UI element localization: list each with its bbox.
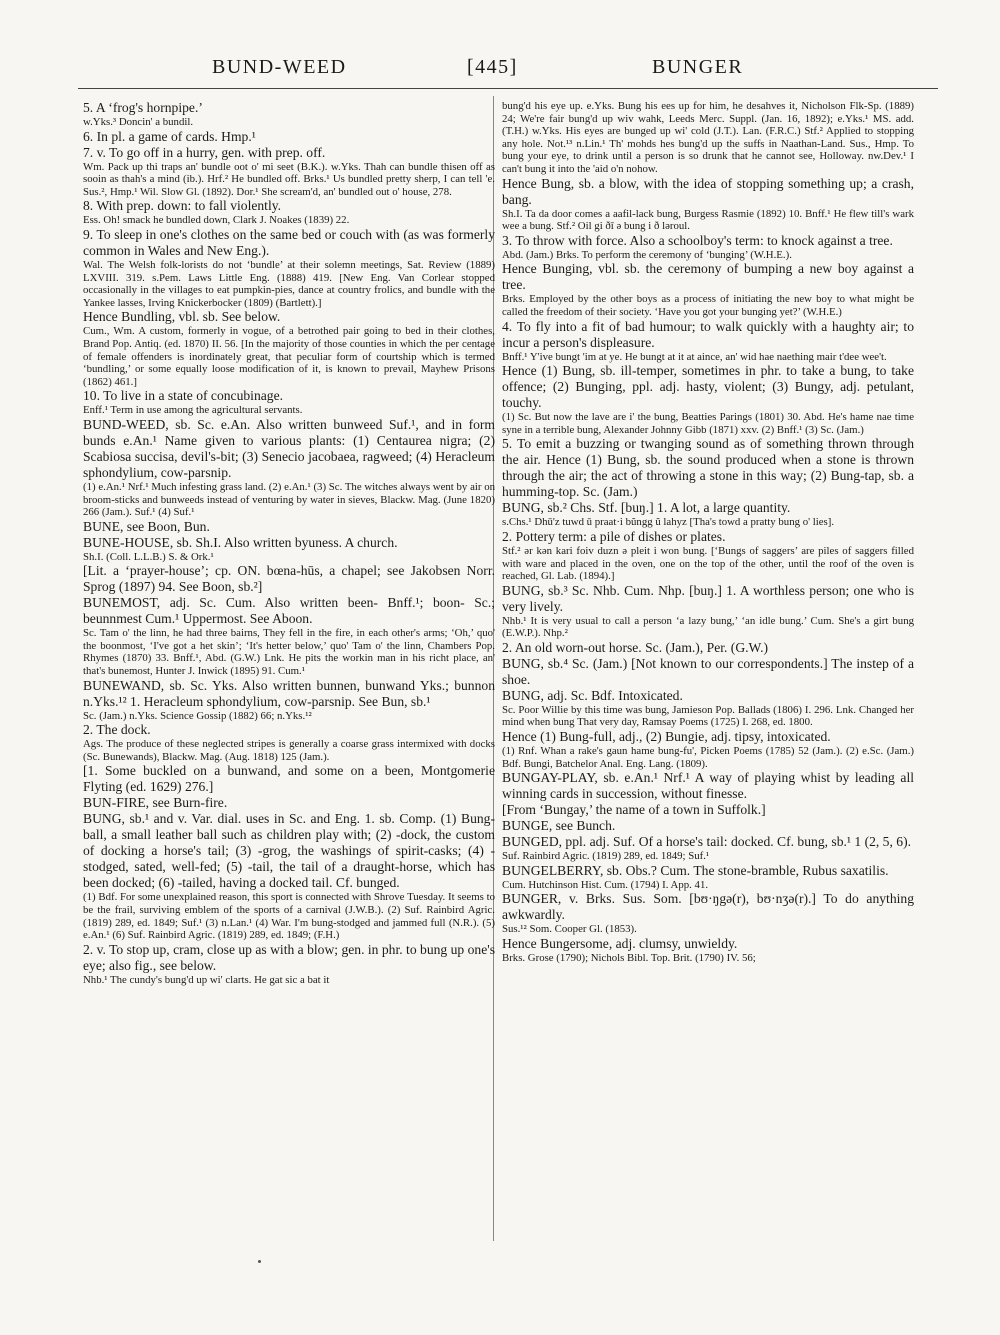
citation-paragraph: (1) e.An.¹ Nrf.¹ Much infesting grass land. (2) e.An.¹ (3) Sc. The witches always went by air on broom-sticks and bunweeds instead of venturing by water in sieves, Blackw. Mag. (June 1820) 266 (Jam.). Suf.¹ (4) Suf.¹: [83, 480, 495, 519]
definition-paragraph: BUNEMOST, adj. Sc. Cum. Also written been- Bnff.¹; boon- Sc.; beunnmest Cum.¹ Uppermost. See Aboon.: [83, 595, 495, 627]
header-left-guideword: BUND-WEED: [212, 56, 347, 78]
definition-paragraph: 10. To live in a state of concubinage.: [83, 388, 284, 404]
citation-paragraph: Cum. Hutchinson Hist. Cum. (1794) I. App. 41.: [502, 878, 709, 891]
header-rule: [78, 88, 938, 89]
citation-paragraph: Ags. The produce of these neglected stripes is generally a coarse grass intermixed with docks (Sc. Bunewands), Blackw. Mag. (Aug. 1818) 125 (Jam.).: [83, 738, 495, 763]
citation-paragraph: (1) Sc. But now the lave are i' the bung, Beatties Parings (1801) 30. Abd. He's hame nae time syne in a terrible bung, Alexander Johnny Gibb (1871) xxv. (2) Bnff.¹ (3) Sc. (Jam.): [502, 411, 914, 436]
definition-paragraph: BUNGED, ppl. adj. Suf. Of a horse's tail: docked. Cf. bung, sb.¹ 1 (2, 5, 6).: [502, 834, 912, 850]
definition-paragraph: 2. An old worn-out horse. Sc. (Jam.), Per. (G.W.): [502, 639, 769, 655]
definition-paragraph: 2. The dock.: [83, 722, 151, 738]
definition-paragraph: 8. With prep. down: to fall violently.: [83, 198, 282, 214]
definition-paragraph: BUNGER, v. Brks. Sus. Som. [bʊ·ŋgə(r), bʊ·nʒə(r).] To do anything awkwardly.: [502, 891, 914, 923]
header-right-guideword: BUNGER: [652, 56, 744, 78]
definition-paragraph: BUNG, sb.² Chs. Stf. [buŋ.] 1. A lot, a large quantity.: [502, 500, 791, 516]
citation-paragraph: Nhb.¹ The cundy's bung'd up wi' clarts. He gat sic a bat it: [83, 973, 330, 986]
definition-paragraph: BUNGE, see Bunch.: [502, 818, 616, 834]
definition-paragraph: 4. To fly into a fit of bad humour; to walk quickly with a haughty air; to incur a person's displeasure.: [502, 318, 914, 350]
definition-paragraph: 9. To sleep in one's clothes on the same bed or couch with (as was formerly common in Wales and New Eng.).: [83, 226, 495, 258]
citation-paragraph: Brks. Grose (1790); Nichols Bibl. Top. Brit. (1790) IV. 56;: [502, 952, 756, 965]
definition-paragraph: BUNG, sb.¹ and v. Var. dial. uses in Sc. and Eng. 1. sb. Comp. (1) Bung-ball, a small leather ball such as children play with; (2) -dock, the custom of docking a horse's tail; (3) -grog, the washings of spirit-casks; (4) -stodged, sated, well-fed; (5) -tail, the tail of a draught-horse, which has been docked; (6) -tailed, having a docked tail. Cf. bunged.: [83, 811, 495, 891]
definition-paragraph: BUNG, sb.⁴ Sc. (Jam.) [Not known to our correspondents.] The instep of a shoe.: [502, 655, 914, 687]
definition-paragraph: BUNG, adj. Sc. Bdf. Intoxicated.: [502, 687, 683, 703]
citation-paragraph: w.Yks.³ Doncin' a bundil.: [83, 116, 194, 128]
citation-paragraph: Wal. The Welsh folk-lorists do not ‘bundle’ at their solemn meetings, Sat. Review (1889) LXVIII. 319. s.Pem. Laws Little Eng. (1888) 419. [New Eng. Van Corlear stopped occasionally in the villages to eat pumpkin-pies, dance at country frolics, and bundle with the Yankee lasses, Irving Knickerbocker (1809) (Bartlett).]: [83, 258, 495, 309]
citation-paragraph: Suf. Rainbird Agric. (1819) 289, ed. 1849; Suf.¹: [502, 850, 710, 863]
definition-paragraph: 7. v. To go off in a hurry, gen. with prep. off.: [83, 144, 326, 160]
definition-paragraph: 3. To throw with force. Also a schoolboy's term: to knock against a tree.: [502, 232, 893, 248]
citation-paragraph: Ess. Oh! smack he bundled down, Clark J. Noakes (1839) 22.: [83, 214, 350, 227]
citation-paragraph: (1) Bdf. For some unexplained reason, this sport is connected with Shrove Tuesday. It seems to be the frail, surviving emblem of the sports of a carnival (J.W.B.). (2) Suf. Rainbird Agric. (1819) 289, ed. 1849; Suf.¹ (3) n.Lan.¹ (4) War. I'm bung-stodged and jammed full (N.R.). (5) e.An.¹ (6) Suf. Rainbird Agric. (1819) 289, ed. 1849; (F.H.): [83, 891, 495, 942]
citation-paragraph: Stf.² ər kən kari foiv duzn ə pleit i won bung. [‘Bungs of saggers’ are piles of saggers filled with ware and placed in the oven, one on the top of the other, until the roof of the oven is reached, Gl. Lab. (1894).]: [502, 544, 914, 583]
definition-paragraph: Hence Bung, sb. a blow, with the idea of stopping something up; a crash, bang.: [502, 175, 914, 207]
definition-paragraph: BUNE-HOUSE, sb. Sh.I. Also written byuness. A church.: [83, 534, 398, 550]
definition-paragraph: BUNGAY-PLAY, sb. e.An.¹ Nrf.¹ A way of playing whist by leading all winning cards in succession, without finesse.: [502, 770, 914, 802]
definition-paragraph: 6. In pl. a game of cards. Hmp.¹: [83, 128, 256, 144]
definition-paragraph: Hence Bundling, vbl. sb. See below.: [83, 309, 281, 325]
definition-paragraph: Hence (1) Bung, sb. ill-temper, sometimes in phr. to take a bung, to take offence; (2) Bunging, ppl. adj. hasty, violent; (3) Bungy, adj. petulant, touchy.: [502, 363, 914, 411]
definition-paragraph: BUND-WEED, sb. Sc. e.An. Also written bunweed Suf.¹, and in form bunds e.An.¹ Name given to various plants: (1) Centaurea nigra; (2) Scabiosa succisa, devil's-bit; (3) Senecio jacobaea, ragweed; (4) Heracleum sphondylium, cow-parsnip.: [83, 416, 495, 480]
citation-paragraph: Bnff.¹ Y'ive bungt 'im at ye. He bungt at it at aince, an' wid hae naething mair t'dee wee't.: [502, 350, 887, 363]
definition-paragraph: 2. v. To stop up, cram, close up as with a blow; gen. in phr. to bung up one's eye; also fig., see below.: [83, 941, 495, 973]
left-column: [83, 100, 495, 986]
definition-paragraph: [From ‘Bungay,’ the name of a town in Suffolk.]: [502, 802, 766, 818]
citation-paragraph: Nhb.¹ It is very usual to call a person ‘a lazy bung,’ ‘an idle bung.’ Cum. She's a girt bung (E.W.P.). Nhp.²: [502, 614, 914, 640]
definition-paragraph: BUNE, see Boon, Bun.: [83, 518, 210, 534]
print-speck: [258, 1260, 261, 1263]
citation-paragraph: Sh.I. Ta da door comes a aafil-lack bung, Burgess Rasmie (1892) 10. Bnff.¹ He flew till's wark wee a bung. Stf.² Oil gi ðī ə bung i ð ləroul.: [502, 207, 914, 233]
right-column: [502, 100, 914, 965]
definition-paragraph: [1. Some buckled on a bunwand, and some on a been, Montgomerie Flyting (ed. 1629) 276.]: [83, 763, 495, 795]
citation-paragraph: Sus.¹² Som. Cooper Gl. (1853).: [502, 923, 637, 936]
citation-paragraph: Sc. (Jam.) n.Yks. Science Gossip (1882) 66; n.Yks.¹²: [83, 709, 312, 722]
definition-paragraph: BUNEWAND, sb. Sc. Yks. Also written bunnen, bunwand Yks.; bunnon n.Yks.¹² 1. Heracleum sphondylium, cow-parsnip. See Bun, sb.¹: [83, 677, 495, 709]
definition-paragraph: BUNG, sb.³ Sc. Nhb. Cum. Nhp. [buŋ.] 1. A worthless person; one who is very lively.: [502, 582, 914, 614]
citation-paragraph: bung'd his eye up. e.Yks. Bung his ees up for him, he desahves it, Nicholson Flk-Sp. (1889) 24; We're fair bung'd up wiv wahk, Leeds Merc. Suppl. (Jan. 16, 1892); e.Yks.¹ MS. add. (T.H.) w.Yks. His eyes are bunged up wi' cold (J.T.). Lan. (F.R.C.) Stf.² Applied to stopping any hole. Not.¹³ n.Lin.¹ Th' mohds hes bung'd up the suffs in Naathan-Land. Sus., Hmp. To bung your eye, to drink until a person is so drunk that he cannot see, Holloway. nw.Dev.¹ I can't bung it into the 'aid o'n nohow.: [502, 100, 914, 175]
definition-paragraph: 2. Pottery term: a pile of dishes or plates.: [502, 528, 726, 544]
citation-paragraph: (1) Rnf. Whan a rake's gaun hame bung-fu', Picken Poems (1785) 52 (Jam.). (2) e.Sc. (Jam.) Bdf. Bungi, Batchelor Anal. Eng. Lang. (1809).: [502, 745, 914, 770]
citation-paragraph: Enff.¹ Term in use among the agricultural servants.: [83, 404, 303, 417]
citation-paragraph: Abd. (Jam.) Brks. To perform the ceremony of ‘bunging’ (W.H.E.).: [502, 248, 792, 261]
page-number: [445]: [467, 56, 518, 78]
citation-paragraph: Sc. Tam o' the linn, he had three bairns, They fell in the fire, in each other's arms; ‘Oh,’ quo' the boonmost, ‘I've got a het skin’; ‘It's hetter below,’ quo' Tam o' the linn, Chambers Pop. Rhymes (1870) 33. Bnff.¹, Abd. (G.W.) Lnk. He pits the workin man in his richt place, an' that's bunemost, Hunter J. Inwick (1895) 91. Cum.¹: [83, 627, 495, 678]
definition-paragraph: 5. To emit a buzzing or twanging sound as of something thrown through the air. Hence (1) Bung, sb. the sound produced when a stone is thrown through the air; the act of throwing a stone in this way; (2) Bung-tap, sb. a humming-top. Sc. (Jam.): [502, 436, 914, 500]
citation-paragraph: Wm. Pack up thi traps an' bundle oot o' mi seet (B.K.). w.Yks. Thah can bundle thisen off as sooin as thah's a mind (ib.). Hrf.² He bundled off. Brks.¹ Us bundled pretty sherp, I can tell 'e. Sus.², Hmp.¹ Wil. Slow Gl. (1892). Dor.¹ She scream'd, an' bundled out o' house, 278.: [83, 160, 495, 198]
citation-paragraph: Sc. Poor Willie by this time was bung, Jamieson Pop. Ballads (1806) I. 296. Lnk. Changed her mind when bung That very day, Ramsay Poems (1725) I. 268, ed. 1800.: [502, 703, 914, 729]
citation-paragraph: s.Chs.¹ Dhū'z tuwd ū praat·i bŭngg ŭ lahyz [Tha's towd a pratty bung o' lies].: [502, 516, 835, 529]
citation-paragraph: Cum., Wm. A custom, formerly in vogue, of a betrothed pair going to bed in their clothes, Brand Pop. Antiq. (ed. 1870) II. 56. [In the majority of those counties in which the per centage of female offenders is inordinately great, that peculiar form of courtship which is termed ‘bundling,’ or some equally loose modification of it, is known to prevail, Mayhew Prisons (1862) 461.]: [83, 325, 495, 388]
definition-paragraph: BUNGELBERRY, sb. Obs.? Cum. The stone-bramble, Rubus saxatilis.: [502, 862, 889, 878]
citation-paragraph: Brks. Employed by the other boys as a process of initiating the new boy to what might be called the freedom of their society. ‘Have you got your bunging yet?’ (W.H.E.): [502, 293, 914, 318]
definition-paragraph: [Lit. a ‘prayer-house’; cp. ON. bœna-hūs, a chapel; see Jakobsen Norr. Sprog (1897) 94. See Boon, sb.²]: [83, 563, 495, 595]
definition-paragraph: Hence Bunging, vbl. sb. the ceremony of bumping a new boy against a tree.: [502, 261, 914, 293]
definition-paragraph: Hence (1) Bung-full, adj., (2) Bungie, adj. tipsy, intoxicated.: [502, 729, 831, 745]
definition-paragraph: 5. A ‘frog's hornpipe.’: [83, 100, 203, 115]
citation-paragraph: Sh.I. (Coll. L.L.B.) S. & Ork.¹: [83, 550, 214, 563]
definition-paragraph: BUN-FIRE, see Burn-fire.: [83, 795, 228, 811]
definition-paragraph: Hence Bungersome, adj. clumsy, unwieldy.: [502, 936, 738, 952]
